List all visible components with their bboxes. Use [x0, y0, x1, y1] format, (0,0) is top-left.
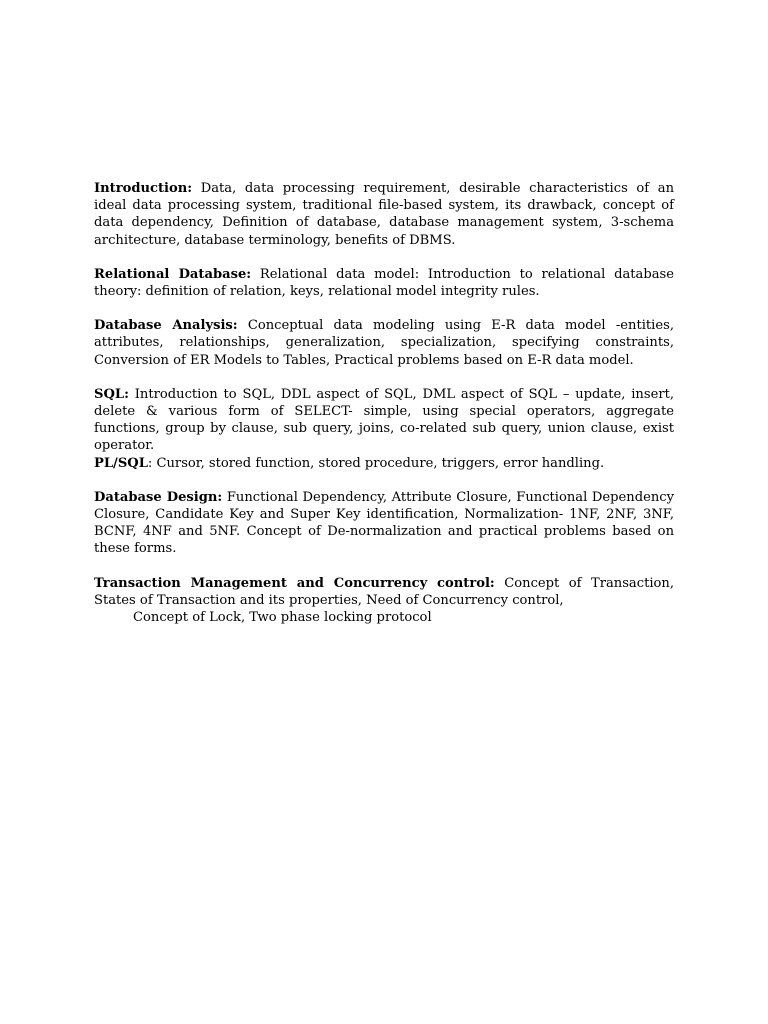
- section-sql: [94, 386, 674, 455]
- syllabus-document: [94, 180, 674, 626]
- section-heading: Relational Database:: [94, 266, 252, 282]
- section-body: Conceptual data modeling using E-R data model -entities, attributes, relationships, generalization, specialization, specifying constraints, Conversion of ER Models to Tables, Practical problems based on E-R data model.: [94, 318, 674, 368]
- section-database-design: [94, 489, 674, 558]
- section-heading: Database Design:: [94, 489, 223, 505]
- section-extra-line: Concept of Lock, Two phase locking protocol: [133, 610, 432, 626]
- section-heading: Introduction:: [94, 181, 193, 196]
- section-body: Concept of Transaction, States of Transaction and its properties, Need of Concurrency control,: [94, 575, 674, 608]
- section-database-analysis: [94, 317, 674, 369]
- section-pl-sql: [94, 455, 674, 472]
- section-body: Data, data processing requirement, desirable characteristics of an ideal data processing system, traditional file-based system, its drawback, concept of data dependency, Definition of database, database management system, 3-schema architecture, database terminology, benefits of DBMS.: [94, 181, 674, 248]
- section-body: Functional Dependency, Attribute Closure, Functional Dependency Closure, Candidate Key and Super Key identification, Normalization- 1NF, 2NF, 3NF, BCNF, 4NF and 5NF. Concept of De-normalization and practical problems based on these forms.: [94, 489, 674, 557]
- section-transaction-management: [94, 575, 674, 627]
- section-heading: Database Analysis:: [94, 318, 238, 334]
- section-introduction: [94, 180, 674, 249]
- section-heading: SQL:: [94, 386, 129, 402]
- section-body: Introduction to SQL, DDL aspect of SQL, DML aspect of SQL – update, insert, delete & various form of SELECT- simple, using special operators, aggregate functions, group by clause, sub query, joins, co-related sub query, union clause, exist operator.: [94, 386, 674, 454]
- section-body: Relational data model: Introduction to relational database theory: definition of relation, keys, relational model integrity rules.: [94, 266, 674, 300]
- section-heading: Transaction Management and Concurrency control:: [94, 575, 495, 591]
- section-heading: PL/SQL: [94, 455, 148, 471]
- section-relational-database: [94, 266, 674, 300]
- section-body: : Cursor, stored function, stored procedure, triggers, error handling.: [147, 455, 605, 471]
